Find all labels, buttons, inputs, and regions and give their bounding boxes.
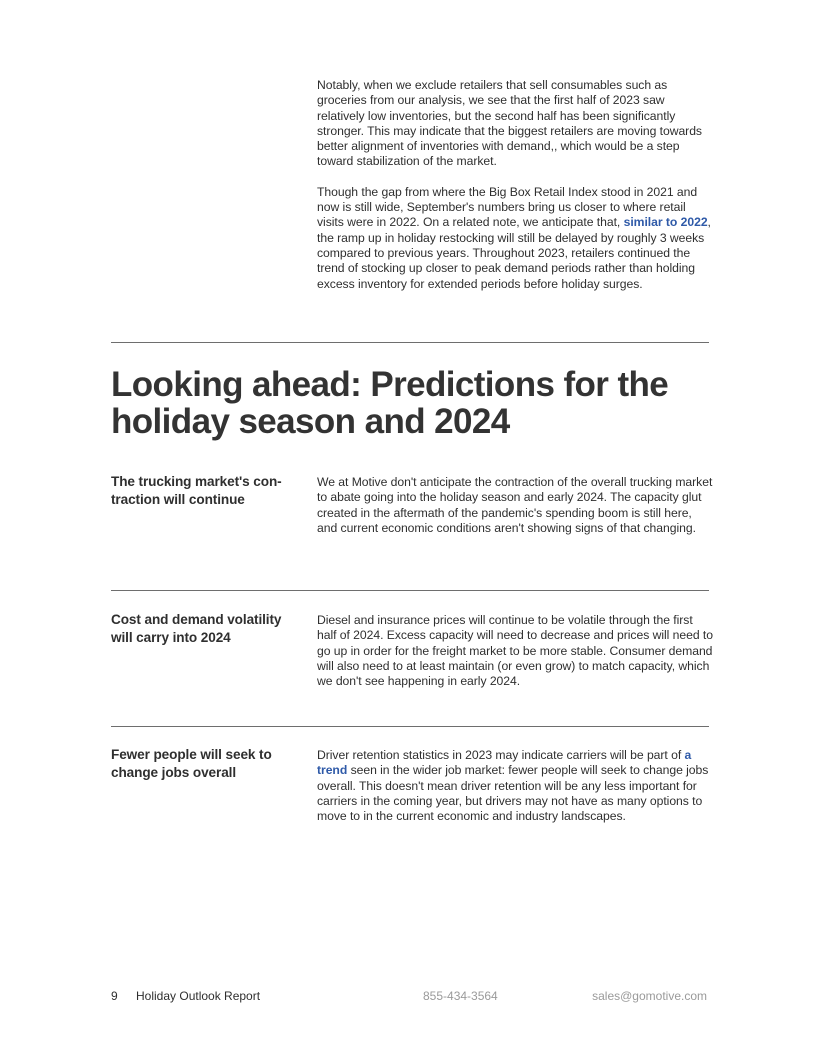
intro-text-block [317, 78, 712, 307]
intro-paragraph-2-text-end: , the ramp up in holiday restocking will still be delayed by roughly 3 weeks compared to previous years. Throughout 2023, retailers continued the trend of stocking up closer to peak demand periods rather than holding excess inventory for extended periods before holiday surges. [317, 215, 711, 291]
report-title: Holiday Outlook Report [136, 989, 261, 1003]
section-title: Looking ahead: Predictions for the holiday season and 2024 [111, 365, 669, 441]
page-footer [111, 989, 709, 1005]
intro-paragraph-2 [317, 185, 712, 292]
a-trend-link[interactable]: a trend [317, 748, 692, 778]
section-divider [111, 342, 709, 343]
intro-paragraph-1: Notably, when we exclude retailers that sell consumables such as groceries from our analysis, we see that the first half of 2023 saw relatively low inventories, but the second half has been significantly stronger. This may indicate that the biggest retailers are moving towards better alignment of inventories with demand,, which would be a step toward stabilization of the market. [317, 78, 702, 169]
similar-to-2022-link[interactable]: similar to 2022 [623, 215, 708, 230]
contact-email[interactable]: sales@gomotive.com [592, 989, 707, 1003]
page-number: 9 [111, 989, 118, 1003]
prediction-heading: Cost and demand volatility will carry into 2024 [111, 612, 282, 645]
prediction-body-text-start: Driver retention statistics in 2023 may indicate carriers will be part of [317, 748, 685, 762]
intro-paragraph-2-text-start: Though the gap from where the Big Box Retail Index stood in 2021 and now is still wide, September's numbers bring us closer to where retail visits were in 2022. On a related note, we anticipate that, [317, 184, 698, 230]
prediction-body [317, 748, 713, 824]
prediction-heading: Fewer people will seek to change jobs overall [111, 747, 272, 780]
prediction-body-text-end: seen in the wider job market: fewer people will seek to change jobs overall. This doesn't mean driver retention will be any less important for carriers in the coming year, but drivers may not have as many options to move to in the current economic and industry landscapes. [317, 763, 709, 824]
prediction-divider [111, 590, 709, 591]
prediction-body: Diesel and insurance prices will continue to be volatile through the first half of 2024. Excess capacity will need to decrease and prices will need to go up in order for the freight market to be more stable. Consumer demand will also need to at least maintain (or even grow) to match capacity, which we don't see happening in early 2024. [317, 613, 713, 689]
contact-phone: 855-434-3564 [423, 989, 498, 1003]
prediction-divider [111, 726, 709, 727]
prediction-body: We at Motive don't anticipate the contraction of the overall trucking market to abate going into the holiday season and early 2024. The capacity glut created in the aftermath of the pandemic's spending boom is still here, and current economic conditions aren't showing signs of that changing. [317, 475, 713, 535]
prediction-heading: The trucking market's con-traction will continue [111, 474, 282, 507]
